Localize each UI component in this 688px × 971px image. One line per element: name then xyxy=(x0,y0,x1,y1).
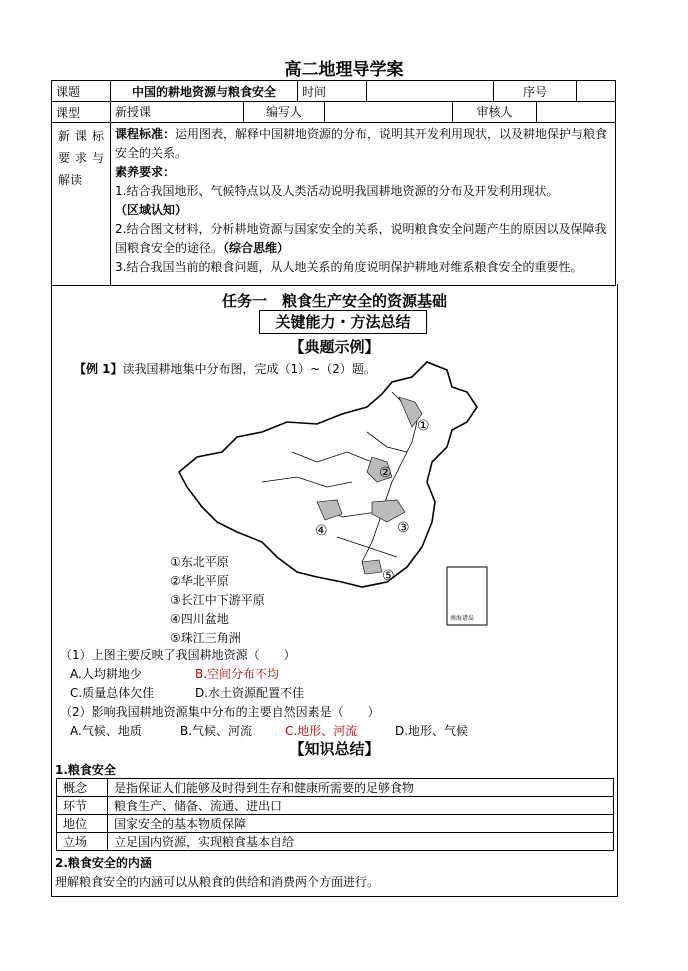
req1: 1.结合我国地形、气候特点以及人类活动说明我国耕地资源的分布及开发利用现状。 xyxy=(115,184,559,198)
section-2-text: 理解粮食安全的内涵可以从粮食的供给和消费两个方面进行。 xyxy=(55,875,380,889)
q2-option-c: C.地形、河流 xyxy=(285,724,358,738)
section-1-title: 1.粮食安全 xyxy=(55,763,116,777)
req2: 2.结合图文材料，分析耕地资源与国家安全的关系，说明粮食安全问题产生的原因以及保障我国粮食安全的途径。 xyxy=(115,222,607,255)
food-security-table xyxy=(56,778,614,851)
legend-item-1: ①东北平原 xyxy=(170,555,229,569)
req1-tag: （区域认知） xyxy=(115,203,188,217)
std-text: 运用图表，解释中国耕地资源的分布，说明其开发利用现状，以及耕地保护与粮食安全的关系。 xyxy=(115,127,608,160)
author-label: 编写人 xyxy=(244,102,325,122)
std-label: 课程标准： xyxy=(115,127,176,141)
type-label: 课型 xyxy=(52,102,111,123)
example-intro: 读我国耕地集中分布图，完成（1）~（2）题。 xyxy=(122,362,376,376)
method-box-title: 关键能力・方法总结 xyxy=(259,310,427,334)
example-title: 【典题示例】 xyxy=(289,338,380,356)
map-marker-1: ① xyxy=(417,418,430,434)
legend-item-5: ⑤珠江三角洲 xyxy=(170,631,241,645)
table-row: 地位 国家安全的基本物质保障 xyxy=(57,815,614,833)
seq-value[interactable] xyxy=(577,81,616,102)
topic-label: 课题 xyxy=(52,81,111,102)
table-row: 环节 粮食生产、储备、流通、进出口 xyxy=(57,797,614,815)
summary-title: 【知识总结】 xyxy=(289,740,380,758)
seq-label: 序号 xyxy=(494,81,577,102)
map-marker-2: ② xyxy=(379,465,392,481)
map-marker-5: ⑤ xyxy=(382,568,395,584)
info-table xyxy=(51,80,616,286)
q2-option-b: B.气候、河流 xyxy=(180,724,253,738)
time-label: 时间 xyxy=(298,81,367,102)
time-value[interactable] xyxy=(367,81,494,102)
table-row: 概念 是指保证人们能够及时得到生存和健康所需要的足够食物 xyxy=(57,779,614,797)
q1-option-d: D.水土资源配置不佳 xyxy=(195,686,305,700)
author-value[interactable] xyxy=(325,102,453,122)
q2-option-a: A.气候、地质 xyxy=(70,724,142,738)
legend-item-2: ②华北平原 xyxy=(170,574,229,588)
task-section xyxy=(51,284,618,897)
reviewer-label: 审核人 xyxy=(453,102,537,122)
table-row: 立场 立足国内资源，实现粮食基本自给 xyxy=(57,833,614,851)
req3: 3.结合我国当前的粮食问题，从人地关系的角度说明保护耕地对维系粮食安全的重要性。 xyxy=(115,260,583,274)
legend-item-4: ④四川盆地 xyxy=(170,612,229,626)
reviewer-value[interactable] xyxy=(537,102,615,122)
topic-value: 中国的耕地资源与粮食安全 xyxy=(111,81,298,102)
q1-option-b: B.空间分布不均 xyxy=(195,667,280,681)
section-2-title: 2.粮食安全的内涵 xyxy=(55,856,152,870)
question-1: （1）上图主要反映了我国耕地资源（ ） xyxy=(60,648,296,662)
question-2: （2）影响我国耕地资源集中分布的主要自然因素是（ ） xyxy=(60,705,380,719)
req2-tag: （综合思维） xyxy=(223,241,290,255)
map-marker-4: ④ xyxy=(315,523,328,539)
map-marker-3: ③ xyxy=(397,520,410,536)
side-label: 新课标要求与解读 xyxy=(52,123,111,286)
example-label: 【例 1】 xyxy=(74,362,123,376)
q2-option-d: D.地形、气候 xyxy=(395,724,469,738)
inset-label: 南海诸岛 xyxy=(450,615,475,622)
map-legend xyxy=(170,553,265,648)
document-title: 高二地理导学案 xyxy=(284,60,404,80)
q1-option-c: C.质量总体欠佳 xyxy=(70,686,155,700)
literacy-label: 素养要求： xyxy=(115,165,176,179)
type-value: 新授课 xyxy=(111,102,244,122)
q1-option-a: A.人均耕地少 xyxy=(70,667,142,681)
task-title: 任务一 粮食生产安全的资源基础 xyxy=(221,292,447,310)
legend-item-3: ③长江中下游平原 xyxy=(170,593,265,607)
